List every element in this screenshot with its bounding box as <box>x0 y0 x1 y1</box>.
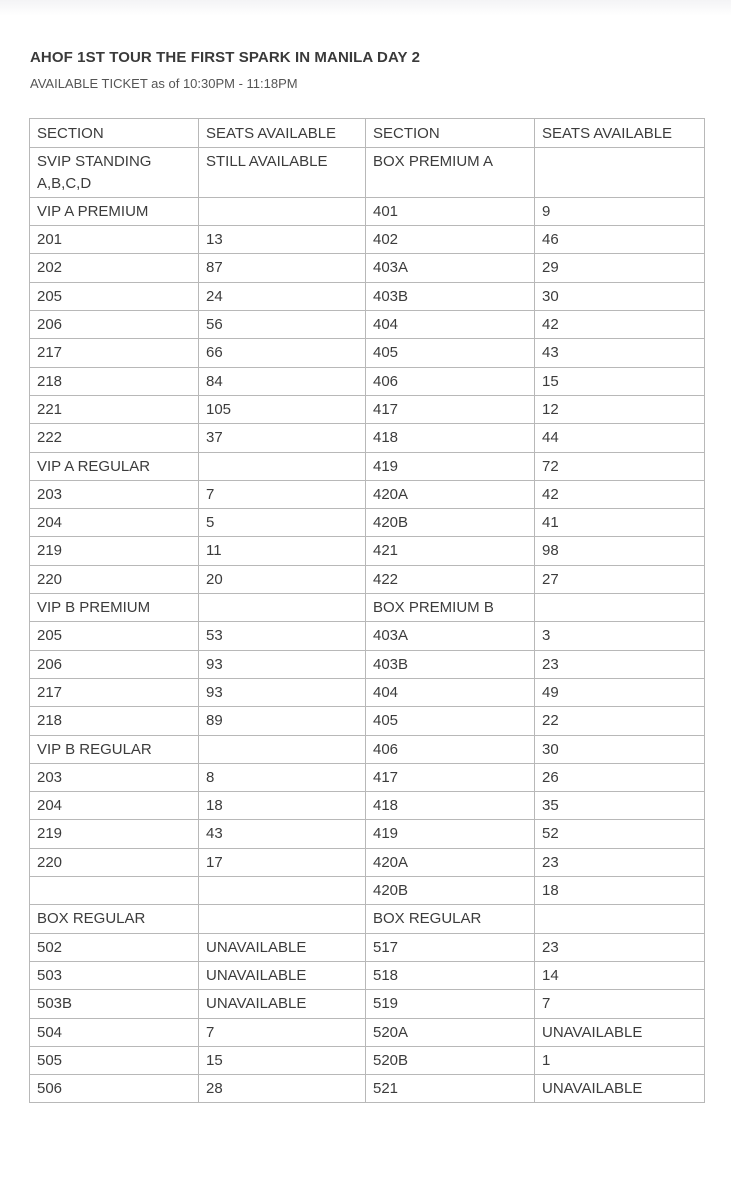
cell-section-left: 206 <box>30 650 199 678</box>
cell-section-right: 405 <box>366 707 535 735</box>
cell-section-right: BOX PREMIUM B <box>366 594 535 622</box>
cell-seats-left: 13 <box>199 226 366 254</box>
cell-seats-right: 15 <box>535 367 705 395</box>
cell-section-right: 520B <box>366 1046 535 1074</box>
cell-seats-right: 41 <box>535 509 705 537</box>
top-edge-shade <box>0 0 731 16</box>
cell-section-left: 506 <box>30 1075 199 1103</box>
cell-section-right: 420B <box>366 877 535 905</box>
cell-seats-left: 8 <box>199 763 366 791</box>
table-row <box>30 650 705 678</box>
cell-seats-left: UNAVAILABLE <box>199 933 366 961</box>
table-row <box>30 367 705 395</box>
table-row <box>30 339 705 367</box>
table-row <box>30 395 705 423</box>
cell-section-right: 418 <box>366 424 535 452</box>
cell-seats-left: 56 <box>199 311 366 339</box>
cell-seats-right: 22 <box>535 707 705 735</box>
table-row <box>30 763 705 791</box>
cell-seats-right: UNAVAILABLE <box>535 1018 705 1046</box>
table-row <box>30 848 705 876</box>
cell-section-right: 417 <box>366 395 535 423</box>
table-body <box>30 148 705 1103</box>
cell-section-right: 419 <box>366 820 535 848</box>
table-row <box>30 905 705 933</box>
cell-section-left: 217 <box>30 339 199 367</box>
cell-section-right: 517 <box>366 933 535 961</box>
cell-seats-left <box>199 452 366 480</box>
cell-seats-left: UNAVAILABLE <box>199 961 366 989</box>
cell-seats-left <box>199 197 366 225</box>
table-row <box>30 735 705 763</box>
cell-section-left: 503B <box>30 990 199 1018</box>
table-row <box>30 1018 705 1046</box>
table-row <box>30 254 705 282</box>
table-row <box>30 282 705 310</box>
cell-section-left: 204 <box>30 792 199 820</box>
cell-section-left: 203 <box>30 480 199 508</box>
cell-section-right: BOX PREMIUM A <box>366 148 535 198</box>
cell-seats-right: 44 <box>535 424 705 452</box>
cell-seats-left: UNAVAILABLE <box>199 990 366 1018</box>
cell-seats-right: 30 <box>535 282 705 310</box>
cell-seats-left: 11 <box>199 537 366 565</box>
cell-section-right: 401 <box>366 197 535 225</box>
table-row <box>30 622 705 650</box>
cell-seats-right: 18 <box>535 877 705 905</box>
cell-seats-right: UNAVAILABLE <box>535 1075 705 1103</box>
cell-section-left: BOX REGULAR <box>30 905 199 933</box>
cell-section-right: 519 <box>366 990 535 1018</box>
cell-seats-left: 28 <box>199 1075 366 1103</box>
cell-section-right: 521 <box>366 1075 535 1103</box>
table-row <box>30 537 705 565</box>
header-cell-section-right: SECTION <box>366 119 535 148</box>
cell-section-left: 220 <box>30 848 199 876</box>
cell-section-left: VIP A REGULAR <box>30 452 199 480</box>
cell-seats-left: 24 <box>199 282 366 310</box>
cell-seats-left: 93 <box>199 678 366 706</box>
cell-section-right: 403A <box>366 622 535 650</box>
cell-seats-right: 14 <box>535 961 705 989</box>
cell-section-left: 201 <box>30 226 199 254</box>
cell-seats-right: 42 <box>535 311 705 339</box>
cell-seats-left: 87 <box>199 254 366 282</box>
cell-section-left: SVIP STANDING A,B,C,D <box>30 148 199 198</box>
cell-section-right: 417 <box>366 763 535 791</box>
cell-seats-right: 9 <box>535 197 705 225</box>
cell-seats-left: 84 <box>199 367 366 395</box>
cell-seats-left: 15 <box>199 1046 366 1074</box>
cell-seats-left: 89 <box>199 707 366 735</box>
document-subtitle: AVAILABLE TICKET as of 10:30PM - 11:18PM <box>30 76 298 91</box>
table-row <box>30 226 705 254</box>
cell-seats-right: 52 <box>535 820 705 848</box>
cell-seats-right: 98 <box>535 537 705 565</box>
cell-section-right: 406 <box>366 735 535 763</box>
header-cell-seats-left: SEATS AVAILABLE <box>199 119 366 148</box>
table-row <box>30 961 705 989</box>
document-title: AHOF 1ST TOUR THE FIRST SPARK IN MANILA DAY 2 <box>30 49 421 66</box>
ticket-availability-table <box>29 118 705 1103</box>
cell-section-left: 218 <box>30 707 199 735</box>
cell-section-right: 403B <box>366 650 535 678</box>
table-row <box>30 311 705 339</box>
cell-seats-right <box>535 905 705 933</box>
cell-seats-left: 17 <box>199 848 366 876</box>
cell-seats-left: 18 <box>199 792 366 820</box>
cell-section-right: 419 <box>366 452 535 480</box>
cell-section-left: 222 <box>30 424 199 452</box>
cell-seats-right: 72 <box>535 452 705 480</box>
cell-section-left: 218 <box>30 367 199 395</box>
cell-seats-left: STILL AVAILABLE <box>199 148 366 198</box>
table-row <box>30 792 705 820</box>
cell-seats-left: 93 <box>199 650 366 678</box>
table-row <box>30 678 705 706</box>
cell-section-left: 206 <box>30 311 199 339</box>
cell-section-right: 406 <box>366 367 535 395</box>
cell-seats-left: 66 <box>199 339 366 367</box>
header-cell-seats-right: SEATS AVAILABLE <box>535 119 705 148</box>
cell-seats-right: 23 <box>535 848 705 876</box>
cell-seats-left: 43 <box>199 820 366 848</box>
table-row <box>30 565 705 593</box>
table-row <box>30 424 705 452</box>
cell-seats-right: 35 <box>535 792 705 820</box>
cell-section-left: 203 <box>30 763 199 791</box>
cell-section-right: 520A <box>366 1018 535 1046</box>
cell-section-left: 204 <box>30 509 199 537</box>
ticket-availability-table-container <box>29 118 704 1103</box>
cell-section-right: 404 <box>366 311 535 339</box>
cell-seats-right: 29 <box>535 254 705 282</box>
cell-seats-right: 12 <box>535 395 705 423</box>
cell-seats-right: 49 <box>535 678 705 706</box>
cell-section-left: VIP B PREMIUM <box>30 594 199 622</box>
cell-section-left: 219 <box>30 820 199 848</box>
table-row <box>30 480 705 508</box>
cell-section-left: 503 <box>30 961 199 989</box>
cell-section-right: 402 <box>366 226 535 254</box>
table-header-row <box>30 119 705 148</box>
table-row <box>30 707 705 735</box>
table-row <box>30 933 705 961</box>
cell-section-left: 221 <box>30 395 199 423</box>
cell-section-right: 420B <box>366 509 535 537</box>
cell-section-left: 504 <box>30 1018 199 1046</box>
cell-seats-left <box>199 594 366 622</box>
cell-seats-left: 7 <box>199 1018 366 1046</box>
cell-seats-left: 53 <box>199 622 366 650</box>
cell-section-left: 205 <box>30 622 199 650</box>
cell-seats-right: 42 <box>535 480 705 508</box>
cell-section-left: 202 <box>30 254 199 282</box>
cell-seats-left <box>199 735 366 763</box>
table-row <box>30 509 705 537</box>
cell-section-right: 404 <box>366 678 535 706</box>
cell-seats-left: 37 <box>199 424 366 452</box>
cell-seats-left: 5 <box>199 509 366 537</box>
cell-section-left: 505 <box>30 1046 199 1074</box>
cell-section-left <box>30 877 199 905</box>
cell-seats-left <box>199 877 366 905</box>
cell-section-left: 205 <box>30 282 199 310</box>
cell-seats-right: 7 <box>535 990 705 1018</box>
cell-seats-right: 23 <box>535 933 705 961</box>
cell-seats-right: 43 <box>535 339 705 367</box>
cell-section-left: 217 <box>30 678 199 706</box>
cell-section-right: 418 <box>366 792 535 820</box>
cell-seats-right <box>535 594 705 622</box>
cell-seats-right: 26 <box>535 763 705 791</box>
cell-seats-left: 105 <box>199 395 366 423</box>
table-row <box>30 594 705 622</box>
table-row <box>30 452 705 480</box>
cell-seats-right: 46 <box>535 226 705 254</box>
cell-seats-right: 30 <box>535 735 705 763</box>
cell-section-right: 420A <box>366 480 535 508</box>
cell-section-right: 403A <box>366 254 535 282</box>
cell-section-right: BOX REGULAR <box>366 905 535 933</box>
cell-section-left: 220 <box>30 565 199 593</box>
cell-section-right: 405 <box>366 339 535 367</box>
table-row <box>30 1075 705 1103</box>
table-row <box>30 877 705 905</box>
cell-seats-left: 20 <box>199 565 366 593</box>
cell-section-left: VIP B REGULAR <box>30 735 199 763</box>
cell-section-right: 421 <box>366 537 535 565</box>
cell-seats-right: 3 <box>535 622 705 650</box>
cell-section-right: 518 <box>366 961 535 989</box>
cell-section-right: 403B <box>366 282 535 310</box>
cell-section-right: 420A <box>366 848 535 876</box>
cell-seats-right: 23 <box>535 650 705 678</box>
cell-seats-right: 27 <box>535 565 705 593</box>
cell-section-left: VIP A PREMIUM <box>30 197 199 225</box>
table-row <box>30 820 705 848</box>
cell-section-left: 502 <box>30 933 199 961</box>
table-row <box>30 1046 705 1074</box>
cell-seats-left: 7 <box>199 480 366 508</box>
cell-section-left: 219 <box>30 537 199 565</box>
header-cell-section-left: SECTION <box>30 119 199 148</box>
table-row <box>30 197 705 225</box>
table-row <box>30 148 705 198</box>
cell-seats-right <box>535 148 705 198</box>
table-row <box>30 990 705 1018</box>
cell-seats-left <box>199 905 366 933</box>
cell-section-right: 422 <box>366 565 535 593</box>
cell-seats-right: 1 <box>535 1046 705 1074</box>
